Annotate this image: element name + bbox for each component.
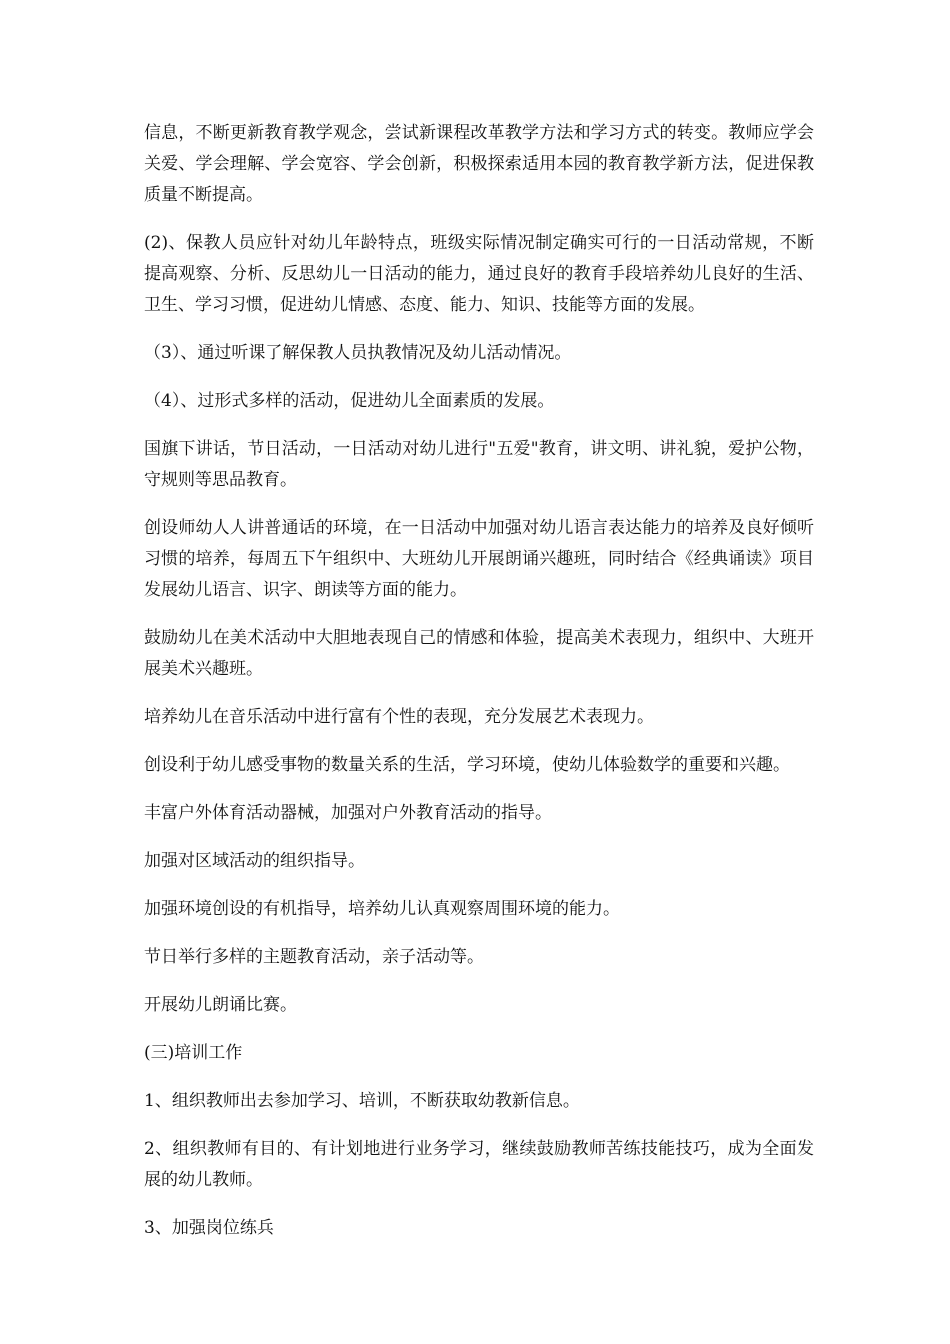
- paragraph-art: 鼓励幼儿在美术活动中大胆地表现自己的情感和体验，提高美术表现力，组织中、大班开展美术兴趣班。: [144, 628, 814, 679]
- paragraph-item-3: （3）、通过听课了解保教人员执教情况及幼儿活动情况。: [144, 343, 572, 363]
- paragraph-training-1: 1、组织教师出去参加学习、培训，不断获取幼教新信息。: [144, 1091, 580, 1111]
- document-body: [144, 118, 814, 1261]
- paragraph-recitation-contest: 开展幼儿朗诵比赛。: [144, 995, 297, 1015]
- paragraph-item-2: (2)、保教人员应针对幼儿年龄特点，班级实际情况制定确实可行的一日活动常规，不断提高观察、分析、反思幼儿一日活动的能力，通过良好的教育手段培养幼儿良好的生活、卫生、学习习惯，促进幼儿情感、态度、能力、知识、技能等方面的发展。: [144, 233, 814, 315]
- paragraph-area-activities: 加强对区域活动的组织指导。: [144, 851, 365, 871]
- paragraph-math: 创设利于幼儿感受事物的数量关系的生活，学习环境，使幼儿体验数学的重要和兴趣。: [144, 755, 790, 775]
- paragraph-outdoor-sports: 丰富户外体育活动器械，加强对户外教育活动的指导。: [144, 803, 552, 823]
- paragraph-item-4: （4）、过形式多样的活动，促进幼儿全面素质的发展。: [144, 391, 555, 411]
- paragraph-training-2: 2、组织教师有目的、有计划地进行业务学习，继续鼓励教师苦练技能技巧，成为全面发展的幼儿教师。: [144, 1139, 814, 1190]
- paragraph-training-3: 3、加强岗位练兵: [144, 1218, 274, 1238]
- paragraph-intro-continuation: 信息，不断更新教育教学观念，尝试新课程改革教学方法和学习方式的转变。教师应学会关爱、学会理解、学会宽容、学会创新，积极探索适用本园的教育教学新方法，促进保教质量不断提高。: [144, 123, 814, 205]
- paragraph-music: 培养幼儿在音乐活动中进行富有个性的表现，充分发展艺术表现力。: [144, 707, 654, 727]
- paragraph-language: 创设师幼人人讲普通话的环境，在一日活动中加强对幼儿语言表达能力的培养及良好倾听习惯的培养，每周五下午组织中、大班幼儿开展朗诵兴趣班，同时结合《经典诵读》项目发展幼儿语言、识字、朗读等方面的能力。: [144, 518, 814, 600]
- section-heading-training: (三)培训工作: [144, 1043, 243, 1063]
- paragraph-moral-education: 国旗下讲话，节日活动，一日活动对幼儿进行"五爱"教育，讲文明、讲礼貌，爱护公物，守规则等思品教育。: [144, 439, 814, 490]
- paragraph-environment: 加强环境创设的有机指导，培养幼儿认真观察周围环境的能力。: [144, 899, 620, 919]
- paragraph-festival-activities: 节日举行多样的主题教育活动，亲子活动等。: [144, 947, 484, 967]
